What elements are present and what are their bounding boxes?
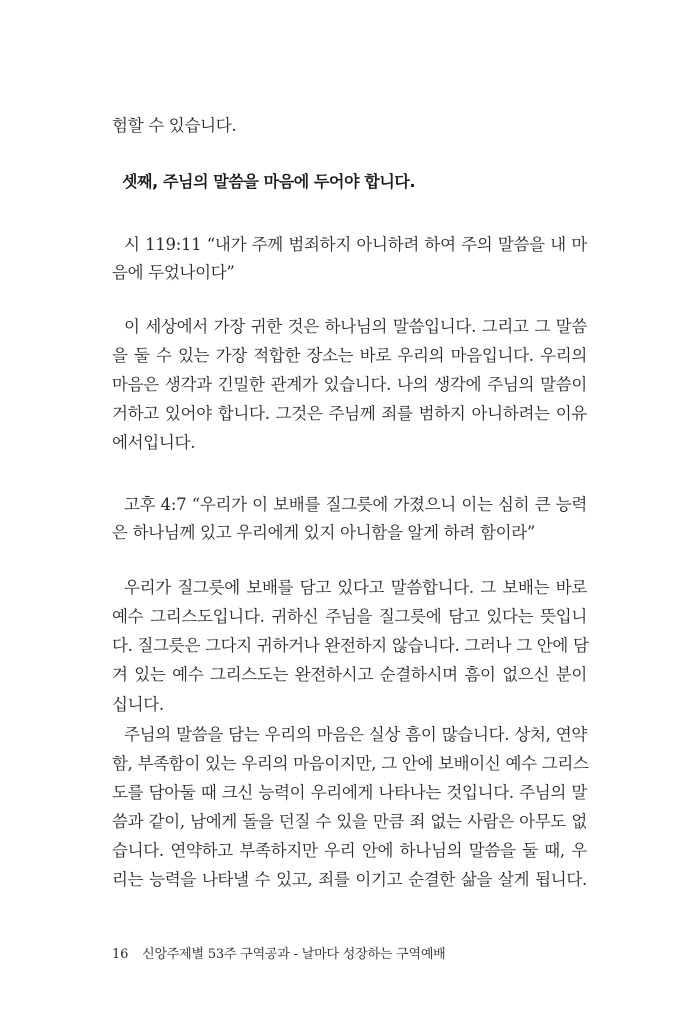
para3-line-6: 리는 능력을 나타낼 수 있고, 죄를 이기고 순결한 삶을 살게 됩니다. xyxy=(112,870,587,889)
section-heading: 셋째, 주님의 말씀을 마음에 두어야 합니다. xyxy=(122,172,416,191)
page-number: 16 xyxy=(112,947,129,962)
para2-line-5: 십니다. xyxy=(112,695,164,714)
para2-line-3: 다. 질그릇은 그다지 귀하거나 완전하지 않습니다. 그러나 그 안에 담 xyxy=(112,636,589,655)
running-title: 신앙주제별 53주 구역공과 - 날마다 성장하는 구역예배 xyxy=(142,947,446,962)
intro-line: 험할 수 있습니다. xyxy=(112,116,237,135)
para3-line-2: 함, 부족함이 있는 우리의 마음이지만, 그 안에 보배이신 예수 그리스 xyxy=(112,754,589,773)
para3-line-5: 습니다. 연약하고 부족하지만 우리 안에 하나님의 말씀을 둘 때, 우 xyxy=(112,841,587,860)
para2-line-4: 겨 있는 예수 그리스도는 완전하시고 순결하시며 흠이 없으신 분이 xyxy=(112,665,587,684)
para2-line-2: 예수 그리스도입니다. 귀하신 주님을 질그릇에 담고 있다는 뜻입니 xyxy=(112,607,587,626)
para1-line-4: 거하고 있어야 합니다. 그것은 주님께 죄를 범하지 아니하려는 이유 xyxy=(112,404,587,423)
verse1-line-2: 음에 두었나이다” xyxy=(112,263,235,282)
para1-line-2: 을 둘 수 있는 가장 적합한 장소는 바로 우리의 마음입니다. 우리의 xyxy=(112,346,587,365)
verse1-line-1: 시 119:11 “내가 주께 범죄하지 아니하려 하여 주의 말씀을 내 마 xyxy=(124,235,587,254)
para2-line-1: 우리가 질그릇에 보배를 담고 있다고 말씀합니다. 그 보배는 바로 xyxy=(124,578,587,597)
para3-line-4: 씀과 같이, 남에게 돌을 던질 수 있을 만큼 죄 없는 사람은 아무도 없 xyxy=(112,812,587,831)
page-footer xyxy=(112,946,446,964)
para1-line-5: 에서입니다. xyxy=(112,433,196,452)
para3-line-3: 도를 담아둘 때 크신 능력이 우리에게 나타나는 것입니다. 주님의 말 xyxy=(112,783,587,802)
para3-line-1: 주님의 말씀을 담는 우리의 마음은 실상 흠이 많습니다. 상처, 연약 xyxy=(124,725,587,744)
verse2-line-2: 은 하나님께 있고 우리에게 있지 아니함을 알게 하려 함이라” xyxy=(112,523,536,542)
verse2-line-1: 고후 4:7 “우리가 이 보배를 질그릇에 가졌으니 이는 심히 큰 능력 xyxy=(124,495,587,514)
para1-line-3: 마음은 생각과 긴밀한 관계가 있습니다. 나의 생각에 주님의 말씀이 xyxy=(112,375,587,394)
para1-line-1: 이 세상에서 가장 귀한 것은 하나님의 말씀입니다. 그리고 그 말씀 xyxy=(124,317,587,336)
